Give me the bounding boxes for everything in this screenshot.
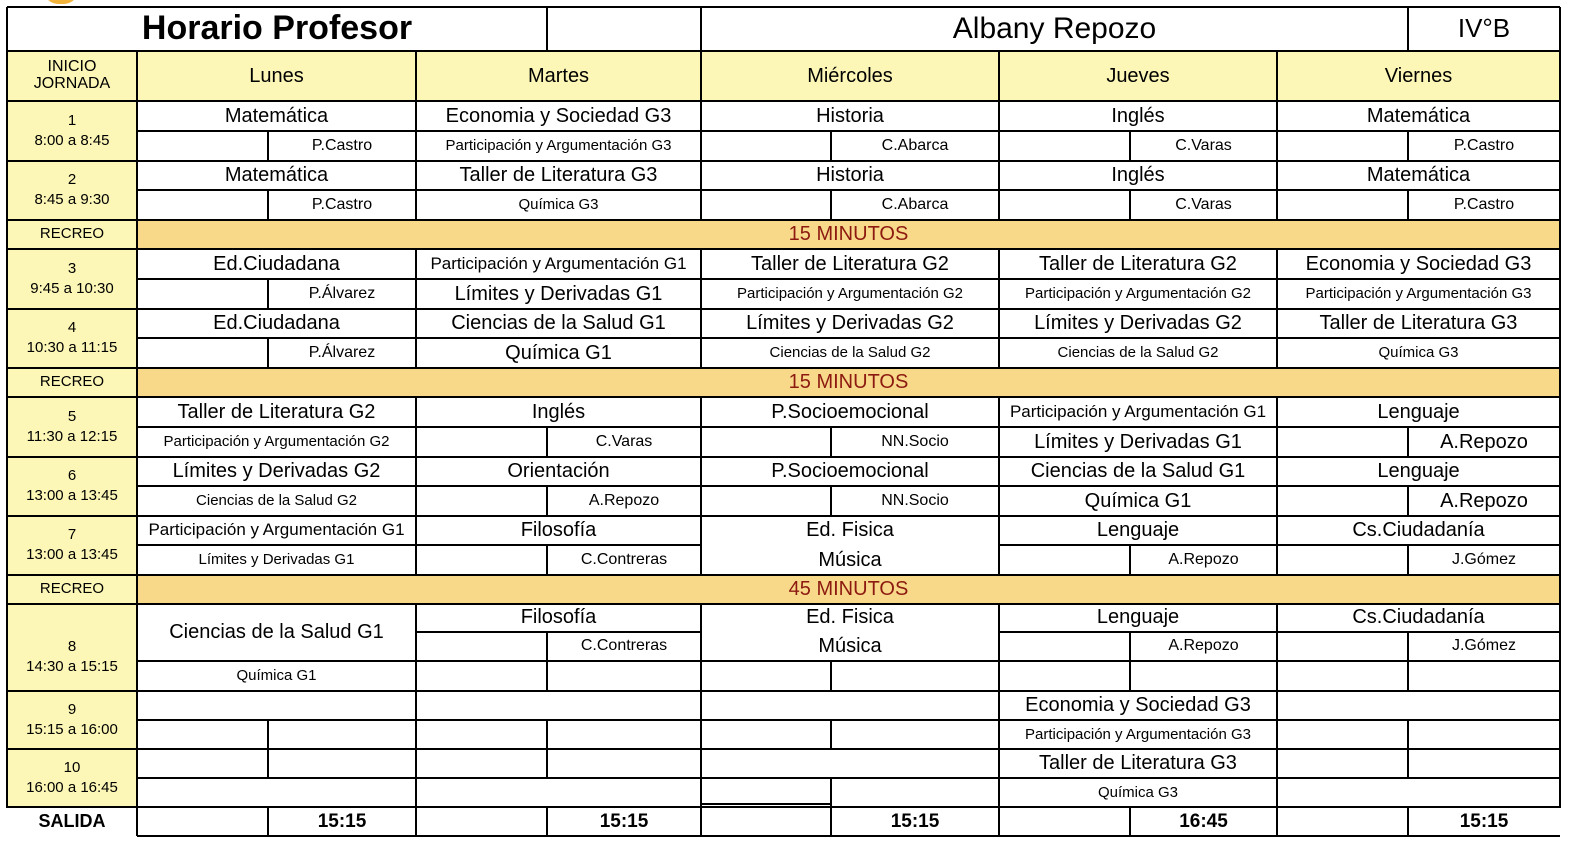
grid-line [1129, 632, 1131, 691]
period-label [7, 515, 137, 574]
day-header: Martes [416, 51, 701, 101]
grid-line [137, 426, 416, 428]
period-time: 13:00 a 13:45 [26, 486, 118, 504]
detail-cell: Participación y Argumentación G3 [1305, 285, 1532, 303]
detail-cell: Ciencias de la Salud G2 [769, 344, 931, 362]
detail-cell: Química G1 [1084, 489, 1192, 512]
grid-line [7, 456, 1560, 458]
grid-line [7, 806, 1560, 808]
grid-line [546, 749, 548, 778]
grid-line [830, 661, 832, 691]
subject-cell: Taller de Literatura G2 [751, 252, 949, 275]
grid-line [999, 189, 1277, 191]
grid-line [136, 574, 138, 604]
detail-cell: Participación y Argumentación G2 [163, 433, 390, 451]
grid-line [999, 631, 1560, 633]
period-time: 11:30 a 12:15 [26, 427, 118, 445]
subject-cell: Taller de Literatura G2 [177, 400, 376, 423]
grid-line [999, 485, 1277, 487]
subject-cell: Economia y Sociedad G3 [445, 104, 672, 127]
course-label: IV°B [1457, 13, 1511, 44]
period-label [7, 397, 137, 456]
grid-line [416, 544, 701, 546]
teacher-cell: A.Repozo [1168, 550, 1239, 568]
teacher-cell: C.Varas [595, 432, 653, 450]
grid-line [7, 308, 1560, 310]
grid-line [700, 7, 702, 51]
subject-cell: Ed.Ciudadana [213, 311, 340, 334]
subject-cell: Matemática [1366, 104, 1471, 127]
subject-cell: P.Socioemocional [771, 459, 929, 482]
grid-line [416, 426, 701, 428]
subject-cell: Ciencias de la Salud G1 [1030, 459, 1246, 482]
grid-line [7, 515, 1560, 517]
teacher-cell: A.Repozo [1440, 489, 1528, 512]
grid-line [546, 807, 548, 836]
start-header-line2: JORNADA [33, 75, 111, 92]
period-label [7, 249, 137, 308]
period-time: 8:45 a 9:30 [34, 190, 110, 208]
period-time: 13:00 a 13:45 [26, 545, 118, 563]
subject-cell: Lenguaje [1377, 459, 1460, 482]
grid-line [136, 603, 138, 691]
period-time: 8:00 a 8:45 [34, 131, 110, 149]
grid-line [1277, 189, 1560, 191]
grid-line [7, 219, 1560, 221]
exit-time: 15:15 [890, 810, 940, 832]
detail-cell: Límites y Derivadas G1 [1034, 430, 1242, 453]
grid-line [7, 6, 1560, 8]
subject-cell: Participación y Argumentación G1 [430, 254, 687, 274]
subject-cell: Participación y Argumentación G1 [1009, 402, 1267, 422]
teacher-name: Albany Repozo [952, 12, 1157, 46]
subject-cell: Historia [816, 104, 884, 127]
grid-line [7, 100, 1560, 102]
period-time: 10:30 a 11:15 [26, 338, 118, 356]
grid-line [7, 574, 1560, 576]
grid-line [830, 720, 832, 749]
break-label: RECREO [7, 574, 137, 604]
grid-line [415, 807, 417, 836]
period-time: 9:45 a 10:30 [30, 279, 114, 297]
subject-cell: Taller de Literatura G3 [459, 163, 658, 186]
subject-cell: Matemática [224, 104, 329, 127]
grid-line [546, 545, 548, 575]
grid-line [1277, 544, 1560, 546]
grid-line [700, 807, 702, 836]
period-label [7, 160, 137, 219]
grid-line [7, 50, 1560, 52]
teacher-cell: P.Castro [1453, 195, 1515, 213]
period-number: 8 [67, 638, 77, 656]
detail-cell: Música [818, 635, 882, 657]
grid-line [137, 719, 1560, 721]
day-header: Miércoles [701, 51, 999, 101]
teacher-cell: P.Castro [311, 195, 373, 213]
period-label [7, 308, 137, 367]
break-label: RECREO [7, 367, 137, 397]
subject-cell: Límites y Derivadas G2 [172, 459, 381, 482]
grid-line [415, 51, 417, 101]
detail-cell: Ciencias de la Salud G2 [196, 492, 357, 510]
grid-line [416, 189, 701, 191]
teacher-cell: C.Abarca [881, 195, 949, 213]
subject-cell: P.Socioemocional [771, 400, 929, 423]
grid-line [1559, 7, 1561, 808]
subject-cell: Taller de Literatura G3 [1319, 311, 1518, 334]
period-label [7, 603, 137, 691]
grid-line [830, 427, 832, 457]
start-header [7, 51, 137, 101]
subject-cell: Límites y Derivadas G2 [746, 311, 954, 334]
period-number: 1 [67, 111, 77, 129]
grid-line [546, 632, 548, 691]
period-number: 4 [67, 318, 77, 336]
grid-line [700, 51, 702, 101]
subject-cell: Matemática [1366, 163, 1471, 186]
subject-cell: Economia y Sociedad G3 [1305, 252, 1532, 275]
grid-line [267, 338, 269, 368]
teacher-cell: P.Castro [1453, 136, 1515, 154]
grid-line [7, 248, 1560, 250]
period-time: 15:15 a 16:00 [26, 721, 118, 738]
grid-line [137, 835, 1560, 837]
subject-cell: Lenguaje [1096, 518, 1180, 541]
detail-cell: Participación y Argumentación G2 [737, 285, 963, 303]
grid-line [137, 777, 1560, 779]
grid-line [1407, 486, 1409, 516]
period-number: 7 [67, 525, 77, 543]
detail-cell: Química G1 [505, 341, 612, 364]
grid-line [1277, 337, 1560, 339]
period-label [7, 749, 137, 807]
grid-line [998, 51, 1000, 101]
subject-cell: Taller de Literatura G2 [1039, 252, 1237, 275]
grid-line [7, 690, 1560, 692]
grid-line [7, 160, 1560, 162]
day-header: Jueves [999, 51, 1277, 101]
subject-cell: Lenguaje [1377, 400, 1460, 423]
grid-line [998, 603, 1000, 691]
teacher-cell: A.Repozo [1168, 637, 1239, 655]
grid-line [1407, 632, 1409, 691]
period-number: 5 [67, 407, 77, 425]
break-duration: 45 MINUTOS [137, 574, 1560, 604]
grid-line [700, 603, 702, 691]
subject-cell: Orientación [507, 459, 610, 482]
teacher-cell: P.Castro [311, 136, 373, 154]
grid-line [1407, 131, 1409, 161]
exit-time: 15:15 [599, 810, 649, 832]
page-title: Horario Profesor [141, 9, 413, 48]
subject-cell: Matemática [224, 163, 329, 186]
grid-line [1407, 720, 1409, 749]
subject-cell: Límites y Derivadas G2 [1034, 311, 1242, 334]
exit-label: SALIDA [38, 811, 106, 832]
teacher-cell: C.Abarca [881, 136, 949, 154]
period-number: 9 [67, 701, 77, 719]
grid-line [416, 485, 701, 487]
grid-line [998, 807, 1000, 836]
grid-line [999, 337, 1277, 339]
grid-line [830, 190, 832, 220]
grid-line [830, 807, 832, 836]
subject-cell: Filosofía [520, 606, 597, 628]
grid-line [546, 7, 548, 51]
subject-cell: Ed. Fisica [806, 518, 894, 541]
grid-line [6, 7, 8, 808]
grid-line [1129, 807, 1131, 836]
exit-time: 15:15 [1459, 810, 1509, 832]
grid-line [701, 485, 999, 487]
teacher-cell: C.Contreras [580, 550, 668, 568]
break-duration: 15 MINUTOS [137, 367, 1560, 397]
grid-line [1407, 427, 1409, 457]
grid-line [267, 720, 269, 749]
grid-line [1276, 807, 1278, 836]
detail-cell: Química G3 [518, 196, 599, 214]
grid-line [416, 130, 701, 132]
teacher-cell: C.Contreras [580, 637, 668, 655]
grid-line [136, 51, 138, 101]
teacher-cell: P.Álvarez [308, 284, 376, 302]
grid-line [701, 803, 831, 805]
grid-line [546, 427, 548, 457]
detail-cell: Química G1 [236, 667, 317, 685]
grid-line [7, 367, 1560, 369]
grid-line [999, 544, 1277, 546]
grid-line [7, 396, 1560, 398]
exit-time: 15:15 [317, 810, 367, 832]
grid-line [1129, 545, 1131, 575]
subject-cell: Inglés [1111, 104, 1165, 127]
grid-line [1277, 485, 1560, 487]
grid-line [701, 337, 999, 339]
period-number: 2 [67, 170, 77, 188]
grid-line [137, 660, 1560, 662]
grid-line [137, 278, 416, 280]
grid-line [701, 278, 999, 280]
grid-line [701, 426, 999, 428]
period-label [7, 101, 137, 160]
subject-cell: Inglés [1111, 163, 1165, 186]
grid-line [136, 367, 138, 397]
grid-line [830, 131, 832, 161]
grid-line [416, 337, 701, 339]
period-number: 6 [67, 466, 77, 484]
grid-line [999, 278, 1277, 280]
grid-line [137, 130, 416, 132]
period-label [7, 456, 137, 515]
teacher-cell: C.Varas [1175, 136, 1232, 154]
grid-line [267, 807, 269, 836]
subject-cell: Taller de Literatura G3 [1039, 752, 1237, 774]
grid-line [137, 189, 416, 191]
grid-line [1407, 807, 1409, 836]
grid-line [1276, 51, 1278, 101]
subject-cell: Historia [816, 163, 884, 186]
exit-time: 16:45 [1179, 810, 1228, 832]
teacher-cell: C.Varas [1175, 195, 1232, 213]
subject-cell: Cs.Ciudadanía [1352, 606, 1485, 628]
detail-cell: Química G3 [1097, 783, 1179, 801]
grid-line [267, 279, 269, 309]
grid-line [546, 720, 548, 749]
detail-cell: Química G3 [1378, 344, 1459, 362]
grid-line [267, 190, 269, 220]
period-time: 14:30 a 15:15 [26, 658, 118, 675]
grid-line [546, 486, 548, 516]
subject-cell: Inglés [531, 400, 586, 423]
teacher-cell: J.Gómez [1451, 637, 1516, 655]
subject-cell: Lenguaje [1096, 606, 1180, 628]
grid-line [267, 749, 269, 778]
break-duration: 15 MINUTOS [137, 219, 1560, 249]
detail-cell: Ciencias de la Salud G2 [1057, 344, 1219, 362]
grid-line [1407, 545, 1409, 575]
grid-line [1277, 278, 1560, 280]
subject-cell: Ciencias de la Salud G1 [169, 620, 384, 643]
teacher-cell: A.Repozo [1440, 430, 1528, 453]
period-number: 10 [63, 759, 81, 777]
subject-cell: Participación y Argumentación G1 [148, 520, 405, 540]
subject-cell: Ed. Fisica [806, 606, 894, 628]
subject-cell: Ed.Ciudadana [213, 252, 340, 275]
teacher-cell: P.Álvarez [308, 343, 376, 361]
grid-line [136, 219, 138, 249]
grid-line [1407, 190, 1409, 220]
teacher-cell: J.Gómez [1451, 550, 1516, 568]
grid-line [999, 426, 1277, 428]
period-label [7, 691, 137, 749]
grid-line [1129, 131, 1131, 161]
period-number: 3 [67, 259, 77, 277]
break-label: RECREO [7, 219, 137, 249]
grid-line [1407, 749, 1409, 778]
grid-line [416, 278, 701, 280]
period-time: 16:00 a 16:45 [26, 779, 118, 796]
detail-cell: Participación y Argumentación G2 [1025, 285, 1251, 303]
teacher-cell: NN.Socio [881, 491, 949, 509]
grid-line [137, 485, 416, 487]
grid-line [830, 486, 832, 516]
grid-line [416, 631, 701, 633]
grid-line [7, 603, 1560, 605]
grid-line [1276, 603, 1278, 691]
grid-line [701, 130, 999, 132]
detail-cell: Participación y Argumentación G3 [445, 137, 672, 155]
subject-cell: Cs.Ciudadanía [1352, 518, 1485, 541]
start-header-line1: INICIO [47, 58, 97, 76]
grid-line [136, 807, 138, 836]
grid-line [1277, 426, 1560, 428]
detail-cell: Límites y Derivadas G1 [198, 551, 355, 569]
detail-cell: Límites y Derivadas G1 [454, 282, 663, 305]
grid-line [137, 544, 416, 546]
teacher-cell: A.Repozo [588, 491, 660, 509]
grid-line [1129, 190, 1131, 220]
grid-line [999, 130, 1277, 132]
detail-cell: Música [818, 548, 882, 571]
subject-cell: Filosofía [520, 518, 597, 541]
grid-line [415, 603, 417, 691]
day-header: Viernes [1277, 51, 1560, 101]
grid-line [7, 748, 1560, 750]
grid-line [1407, 7, 1409, 51]
teacher-cell: NN.Socio [881, 432, 949, 450]
grid-line [137, 337, 416, 339]
subject-cell: Ciencias de la Salud G1 [451, 311, 666, 334]
day-header: Lunes [137, 51, 416, 101]
grid-line [267, 131, 269, 161]
grid-line [701, 189, 999, 191]
detail-cell: Participación y Argumentación G3 [1025, 725, 1251, 743]
grid-line [1277, 130, 1560, 132]
subject-cell: Economia y Sociedad G3 [1025, 694, 1251, 716]
